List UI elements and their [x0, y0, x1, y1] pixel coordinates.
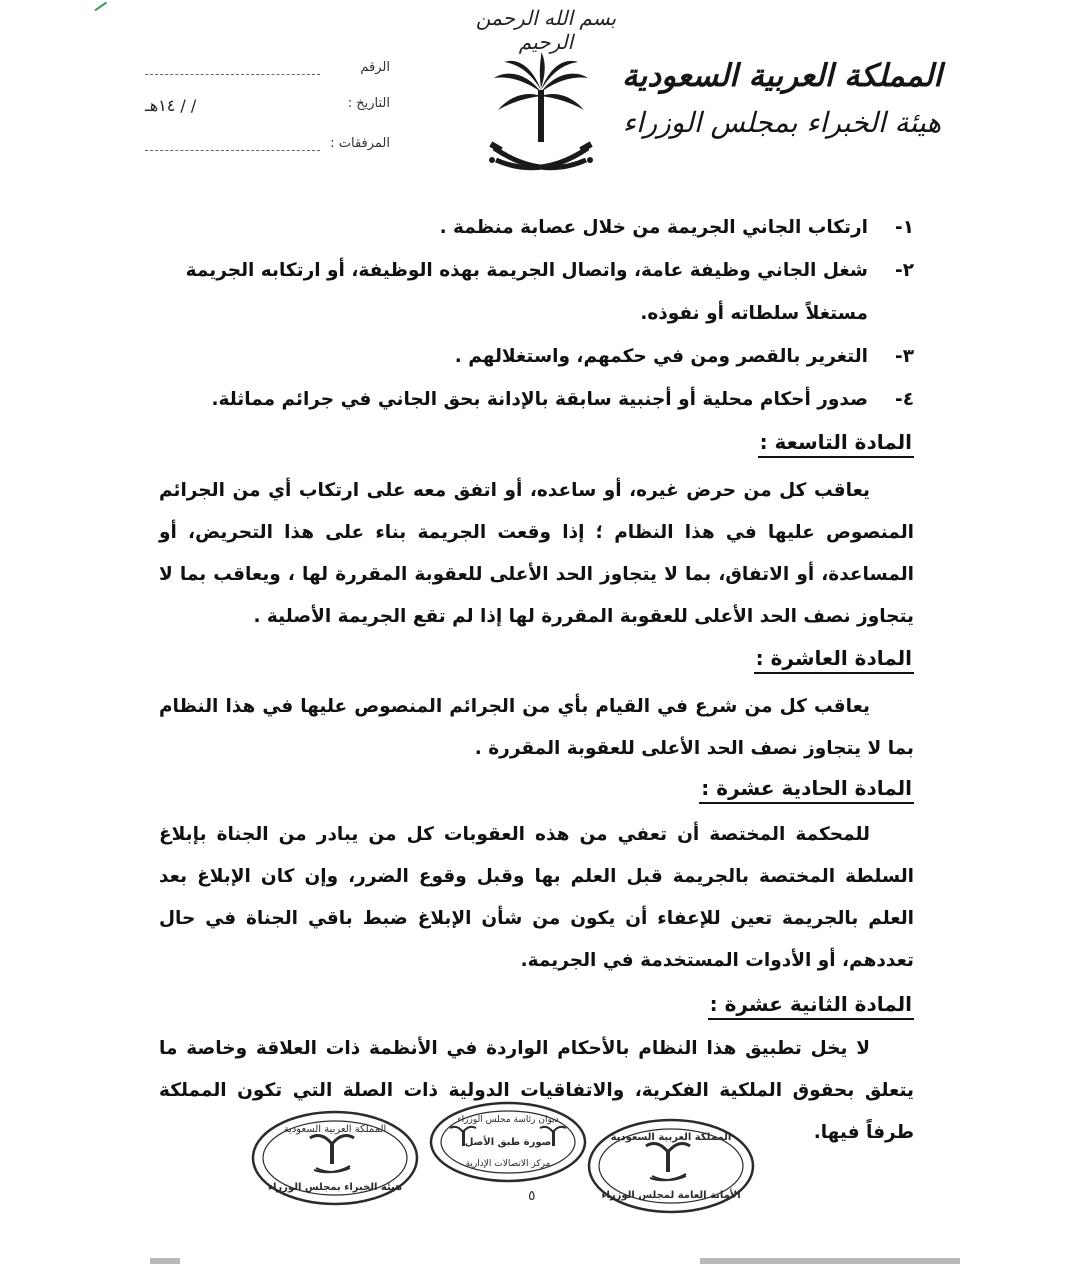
item-text: شغل الجاني وظيفة عامة، واتصال الجريمة بهذه الوظيفة، أو ارتكابه الجريمة [185, 260, 868, 281]
stamp-general-secretariat [586, 1116, 756, 1216]
item-number: ٤- [895, 389, 914, 410]
article-heading: المادة الحادية عشرة : [699, 776, 914, 804]
item-text: صدور أحكام محلية أو أجنبية سابقة بالإدانة بحق الجاني في جرائم مماثلة. [211, 389, 868, 410]
stamp-experts-commission [250, 1108, 420, 1208]
item-number: ١- [895, 217, 914, 238]
aggravating-items-list [154, 206, 914, 421]
scan-edge-mark [91, 0, 107, 11]
list-item [154, 378, 914, 421]
item-number: ٣- [895, 346, 914, 367]
article-text: لا يخل تطبيق هذا النظام بالأحكام الواردة في الأنظمة ذات العلاقة وخاصة ما يتعلق بحقوق الملكية الفكرية، والاتفاقيات الدولية ذات الصلة التي تكون المملكة طرفاً فيها. [159, 1038, 914, 1143]
attachments-line [145, 150, 320, 151]
date-value: ١٤هـ / / [145, 96, 197, 115]
scan-bottom-edge [0, 1256, 1092, 1264]
attachments-field [145, 136, 390, 160]
stamp-text-top: المملكة العربية السعودية [283, 1124, 387, 1135]
item-text: التغرير بالقصر ومن في حكمهم، واستغلالهم . [454, 346, 868, 367]
article-heading: المادة التاسعة : [758, 430, 914, 458]
article-text: يعاقب كل من حرض غيره، أو ساعده، أو اتفق معه على ارتكاب أي من الجرائم المنصوص عليها في هذا النظام ؛ إذا وقعت الجريمة بناء على هذا التحريض، أو المساعدة، أو الاتفاق، بما لا يتجاوز الحد الأعلى للعقوبة المقررة لها ، ويعاقب بما لا يتجاوز نصف الحد الأعلى للعقوبة المقررة لها إذا لم تقع الجريمة الأصلية . [159, 480, 914, 627]
stamp-text-top: المملكة العربية السعودية [610, 1132, 732, 1143]
ref-line [145, 74, 320, 75]
page-number: ٥ [528, 1188, 536, 1204]
stamp-true-copy [428, 1100, 588, 1184]
stamp-text-bottom: هيئة الخبراء بمجلس الوزراء [267, 1182, 403, 1193]
palm-swords-emblem-icon [486, 52, 596, 182]
ref-label: الرقم [360, 60, 390, 75]
date-field [145, 96, 390, 120]
article-heading: المادة العاشرة : [754, 646, 914, 674]
attachments-label: المرفقات : [330, 136, 390, 151]
basmala: بسم الله الرحمن الرحيم [475, 6, 617, 54]
item-text: ارتكاب الجاني الجريمة من خلال عصابة منظمة . [439, 217, 868, 238]
list-item [154, 206, 914, 249]
item-number: ٢- [895, 260, 914, 281]
list-item [154, 335, 914, 378]
ref-number-field [145, 60, 390, 84]
article-text: يعاقب كل من شرع في القيام بأي من الجرائم المنصوص عليها في هذا النظام بما لا يتجاوز نصف الحد الأعلى للعقوبة المقررة . [159, 696, 914, 759]
article-heading: المادة الثانية عشرة : [708, 992, 914, 1020]
stamp-text-bottom: الأمانة العامة لمجلس الوزراء [601, 1190, 741, 1201]
article-text: للمحكمة المختصة أن تعفي من هذه العقوبات كل من يبادر من الجناة بإبلاغ السلطة المختصة بالجريمة قبل العلم بها وقبل وقوع الضرر، وإن كان الإبلاغ بعد العلم بالجريمة تعين للإعفاء أن يكون من شأن الإبلاغ ضبط باقي الجناة في حال تعددهم، أو الأدوات المستخدمة في الجريمة. [159, 824, 914, 971]
org-name-line-2: هيئة الخبراء بمجلس الوزراء [622, 106, 942, 139]
stamp-text-top: ديوان رئاسة مجلس الوزراء [457, 1115, 559, 1125]
org-name-line-1: المملكة العربية السعودية [622, 58, 942, 94]
date-label: التاريخ : [347, 96, 390, 111]
stamp-text-middle: صورة طبق الأصل [464, 1137, 552, 1148]
item-continuation: مستغلاً سلطاته أو نفوذه. [640, 303, 868, 324]
list-item [154, 249, 914, 292]
official-stamps [250, 1100, 860, 1220]
stamp-text-bottom: مركز الاتصالات الإدارية [465, 1159, 551, 1169]
